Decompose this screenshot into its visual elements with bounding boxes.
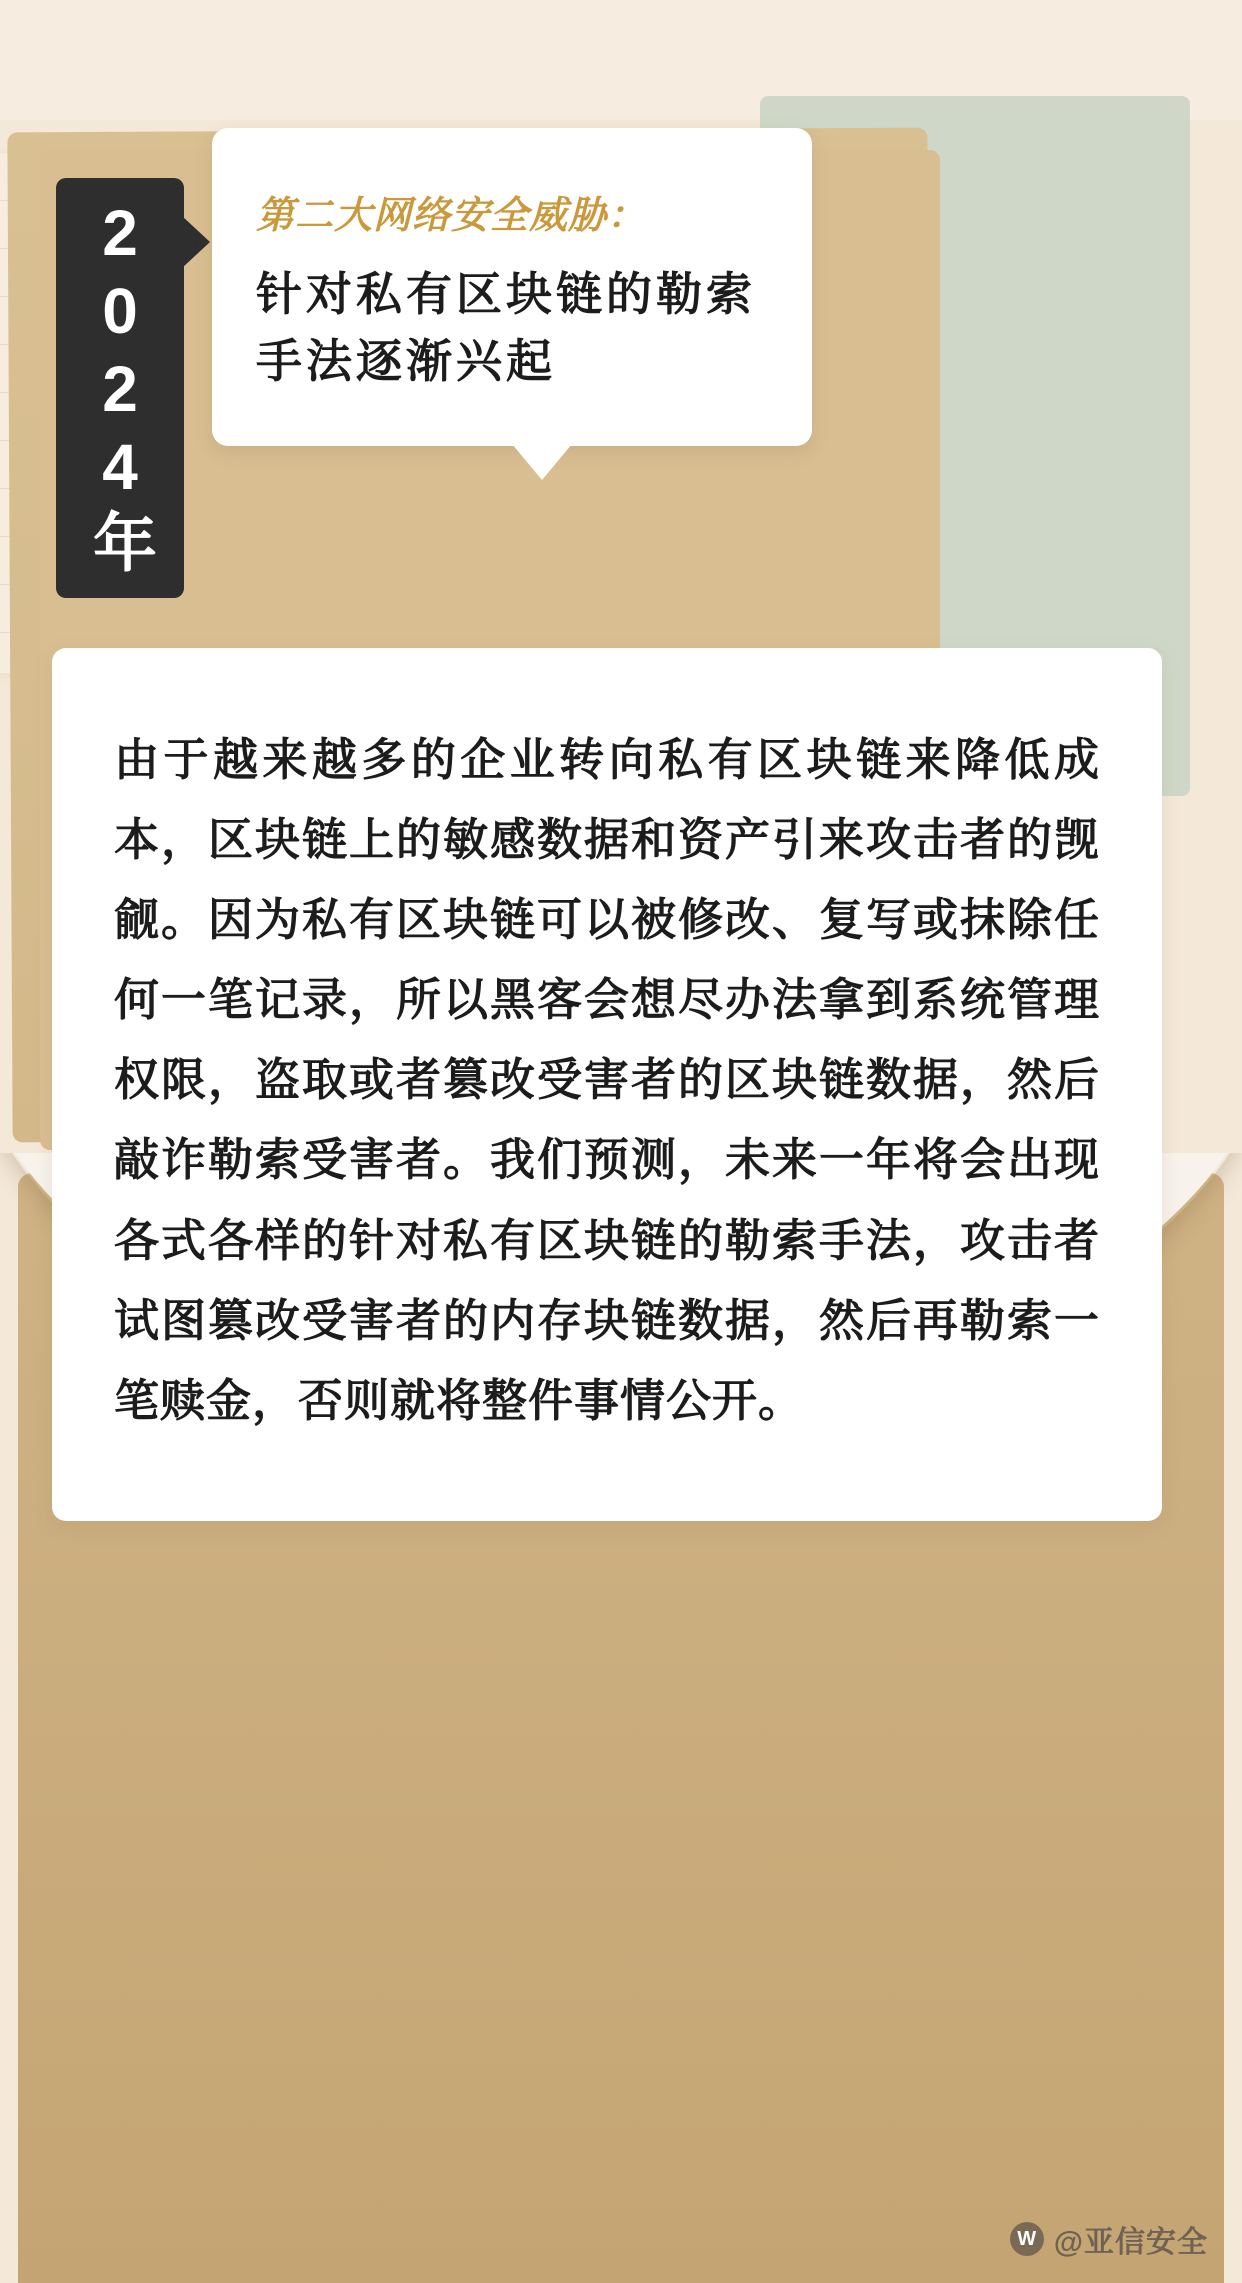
body-card (52, 648, 1162, 1521)
weibo-icon: W (1010, 2222, 1044, 2256)
footer-account-label: @亚信安全 (1053, 2226, 1208, 2259)
title-card (212, 128, 812, 446)
year-tag (56, 178, 184, 598)
page-title: 针对私有区块链的勒索手法逐渐兴起 (256, 268, 756, 387)
title-eyebrow: 第二大网络安全威胁： (256, 195, 647, 237)
year-tag-label: 2024年 (84, 197, 156, 579)
body-paragraph: 由于越来越多的企业转向私有区块链来降低成本，区块链上的敏感数据和资产引来攻击者的觊觎。因为私有区块链可以被修改、复写或抹除任何一笔记录，所以黑客会想尽办法拿到系统管理权限，盗取或者篡改受害者的区块链数据，然后敲诈勒索受害者。我们预测，未来一年将会出现各式各样的针对私有区块链的勒索手法，攻击者试图篡改受害者的内存块链数据，然后再勒索一笔赎金，否则就将整件事情公开。 (114, 735, 1100, 1426)
footer-watermark (1010, 2217, 1208, 2261)
